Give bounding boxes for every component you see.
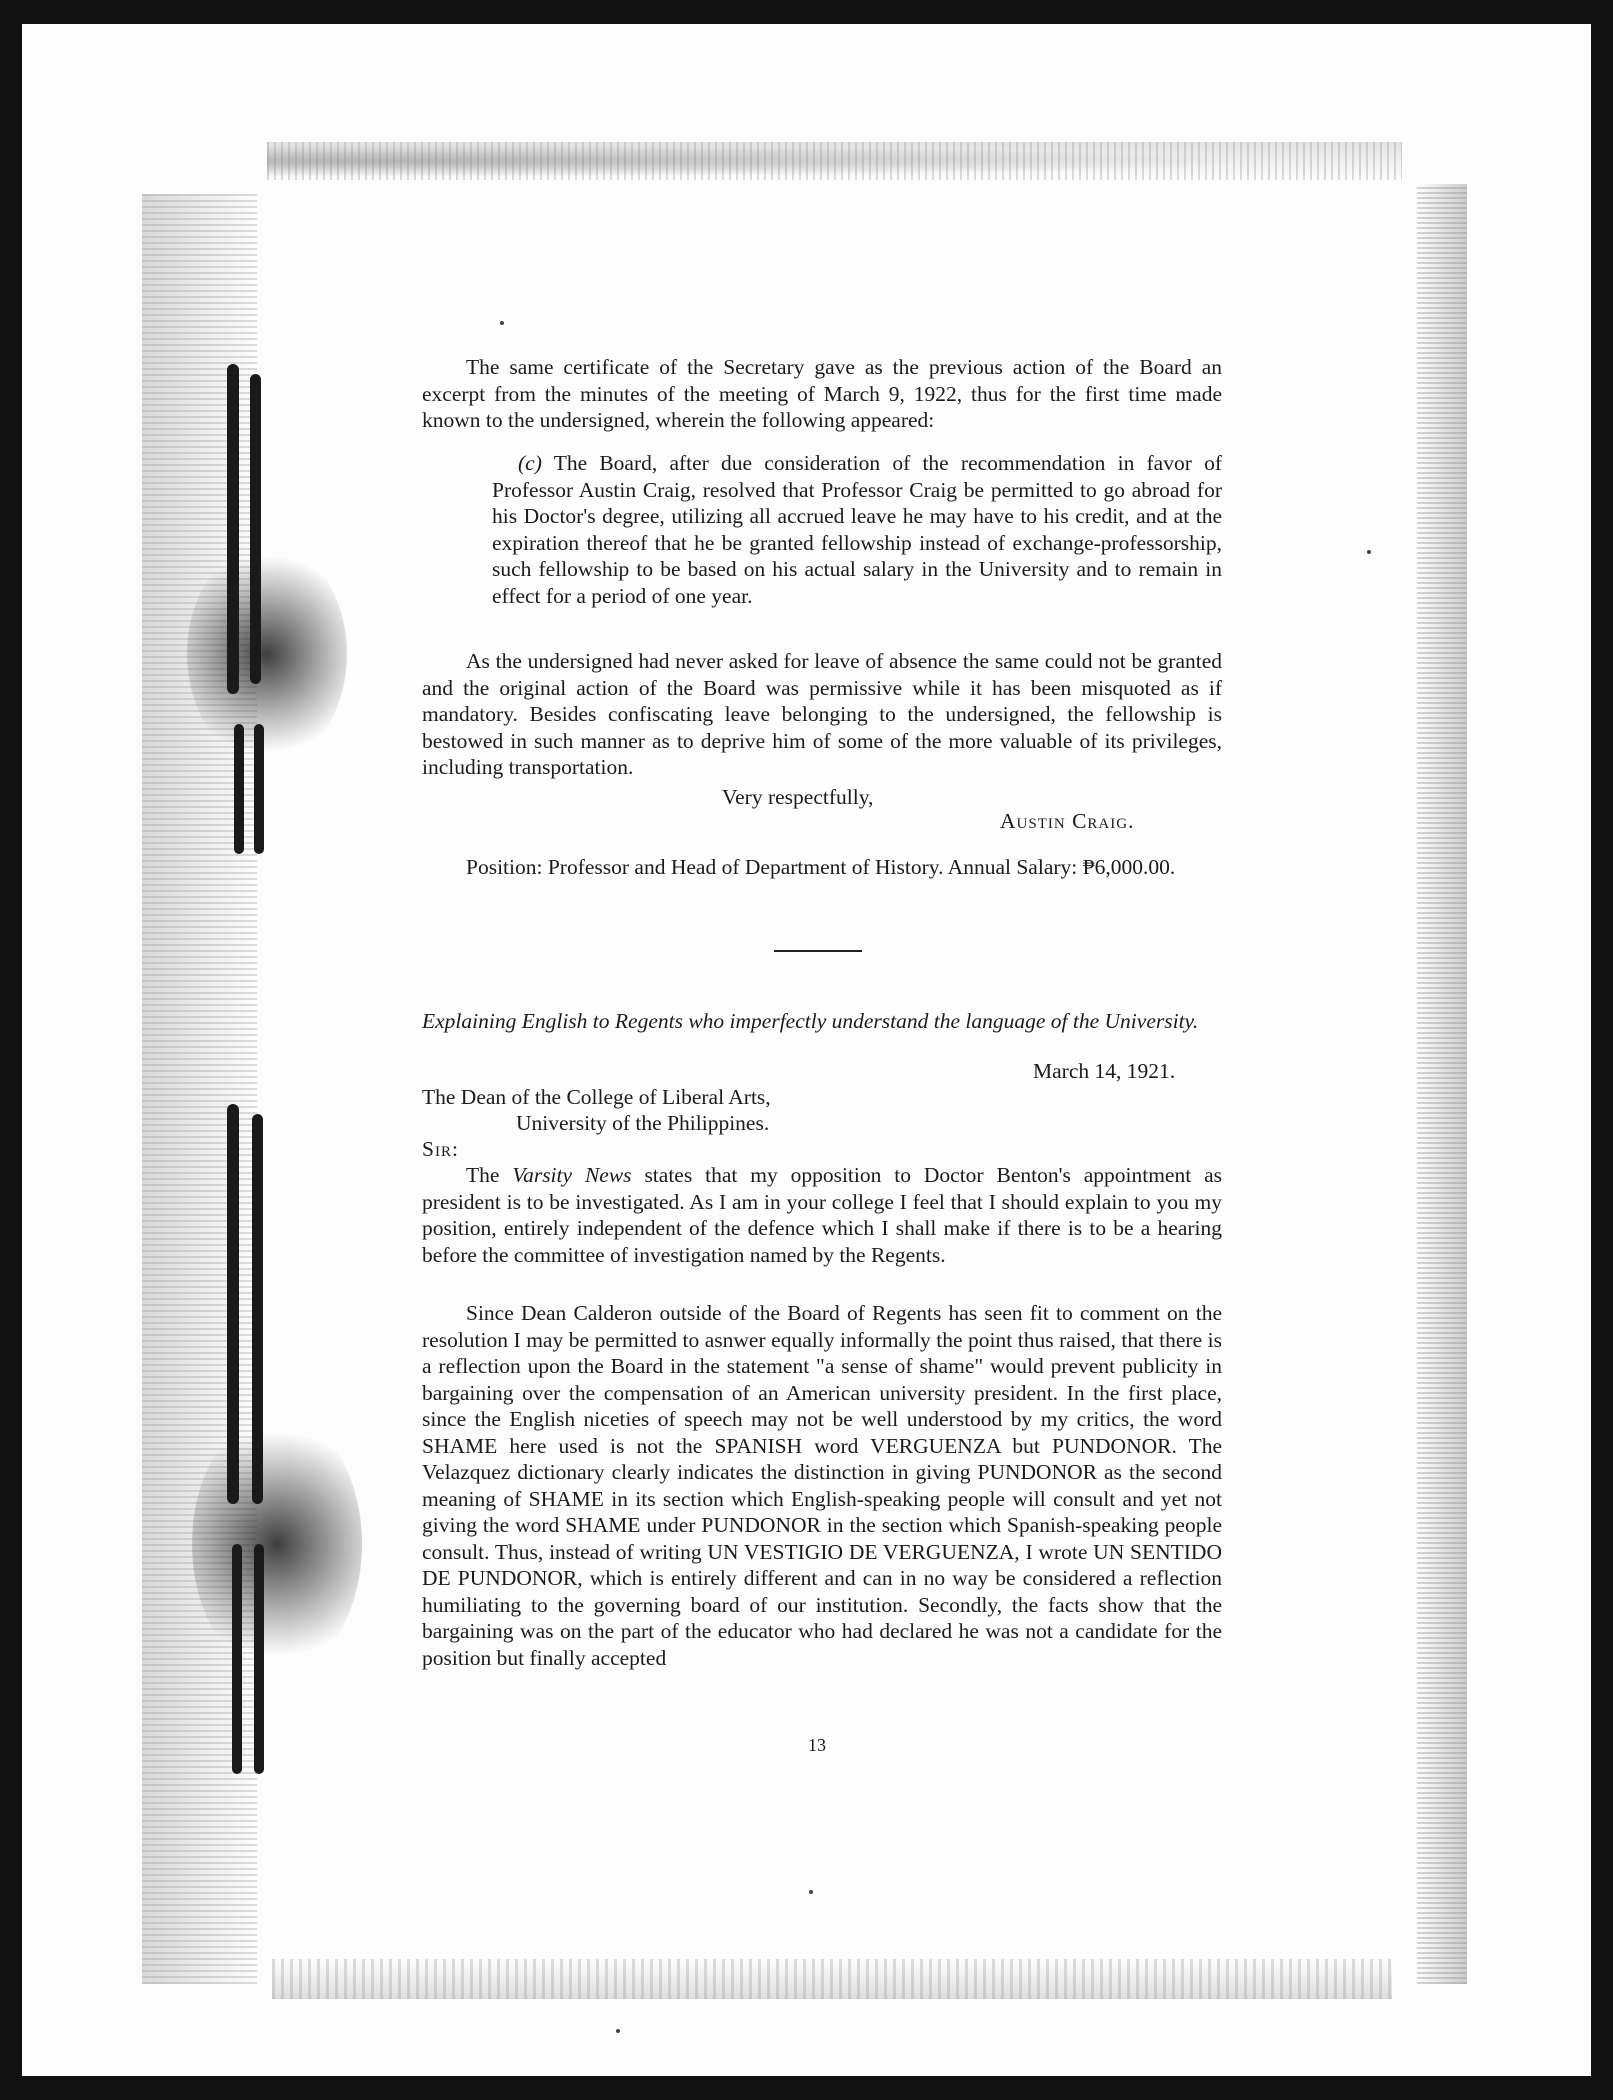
publication-name: Varsity News xyxy=(512,1163,632,1187)
page-number: 13 xyxy=(808,1735,826,1755)
quote-text: The Board, after due consideration of the recommendation in favor of Professor Austin Craig, resolved that Professor Craig be permitted to go abroad for his Doctor's degree, utilizing all accrued leave he may have to his credit, and at the expiration thereof that he be granted fellowship instead of exchange-professorship, such fellowship to be based on his actual salary in the University and to remain in effect for a period of one year. xyxy=(492,451,1222,608)
paragraph-3-rest: states that my opposition to Doctor Benton's appointment as president is to be investigated. As I am in your college I feel that I should explain to you my position, entirely independent of the defence which I shall make if there is to be a hearing before the committee of investigation named by the Regents. xyxy=(422,1163,1222,1267)
scan-speck xyxy=(616,2029,620,2033)
scan-speck xyxy=(1367,550,1371,554)
scan-speck xyxy=(809,1890,813,1894)
scan-edge-right xyxy=(1417,184,1467,1984)
quote-label: (c) xyxy=(518,451,542,475)
section-title: Explaining English to Regents who imperfectly understand the language of the University. xyxy=(422,1009,1199,1033)
scanned-page xyxy=(22,24,1591,2076)
quoted-resolution xyxy=(492,450,1222,609)
section-divider xyxy=(774,950,862,952)
position-line: Position: Professor and Head of Department of History. Annual Salary: ₱6,000.00. xyxy=(466,855,1176,879)
addressee-line-1: The Dean of the College of Liberal Arts, xyxy=(422,1085,771,1109)
salutation: Sir: xyxy=(422,1137,459,1161)
paragraph-shame: Since Dean Calderon outside of the Board of Regents has seen fit to comment on the resolution I may be permitted to asnwer equally informally the point thus raised, that there is a reflection upon the Board in the statement "a sense of shame" would prevent publicity in bargaining over the compensation of an American university president. In the first place, since the English niceties of speech may not be well understood by my critics, the word SHAME here used is not the SPANISH word VERGUENZA but PUNDONOR. The Velazquez dictionary clearly indicates the distinction in giving PUNDONOR as the second meaning of SHAME in its section which English-speaking people will consult and yet not giving the word SHAME under PUNDONOR in the section which Spanish-speaking people consult. Thus, instead of writing UN VESTIGIO DE VERGUENZA, I wrote UN SENTIDO DE PUNDONOR, which is entirely different and can in no way be considered a reflection humiliating to the governing board of our institution. Secondly, the facts show that the bargaining was on the part of the educator who had declared he was not a candidate for the position but finally accepted xyxy=(422,1301,1222,1670)
paragraph-varsity-news xyxy=(422,1162,1222,1268)
letter-date: March 14, 1921. xyxy=(1033,1059,1176,1083)
scan-edge-top xyxy=(267,142,1402,180)
paragraph-leave: As the undersigned had never asked for leave of absence the same could not be granted and the original action of the Board was permissive while it has been misquoted as if mandatory. Besides confiscating leave belonging to the undersigned, the fellowship is bestowed in such manner as to deprive him of some of the more valuable of its privileges, including transportation. xyxy=(422,649,1222,779)
paragraph-certificate: The same certificate of the Secretary gave as the previous action of the Board an excerpt from the minutes of the meeting of March 9, 1922, thus for the first time made known to the undersigned, wherein the following appeared: xyxy=(422,355,1222,432)
paragraph-3-prefix: The xyxy=(466,1163,500,1187)
closing: Very respectfully, xyxy=(722,785,874,809)
signature: Austin Craig. xyxy=(1000,809,1135,833)
scan-edge-bottom xyxy=(272,1959,1392,1999)
addressee-line-2: University of the Philippines. xyxy=(516,1111,770,1135)
scan-speck xyxy=(500,321,504,325)
